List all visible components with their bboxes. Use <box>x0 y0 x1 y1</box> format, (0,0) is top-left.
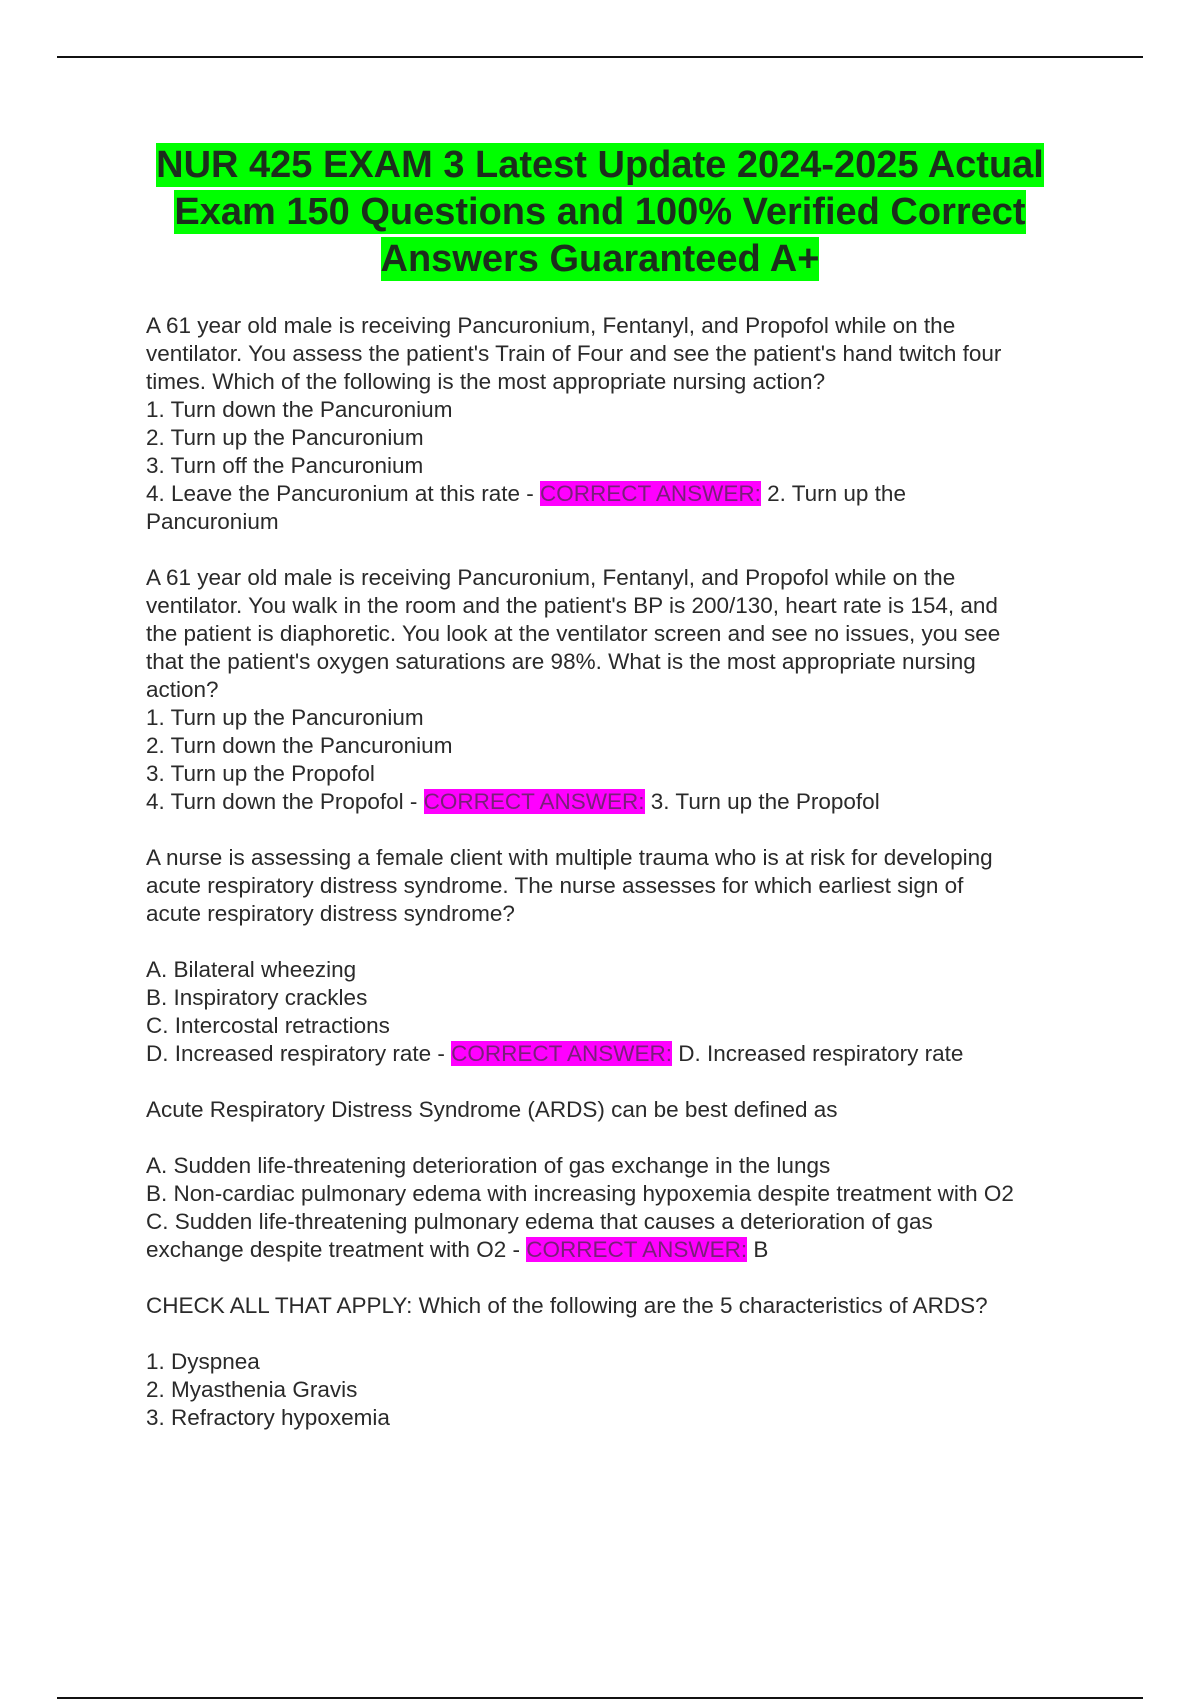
answer-line <box>146 1040 1096 1068</box>
answer-option: C. Intercostal retractions <box>146 1013 390 1038</box>
title-line-1: NUR 425 EXAM 3 Latest Update 2024-2025 Actual <box>156 144 1044 186</box>
correct-answer: D. Increased respiratory rate <box>678 1041 964 1066</box>
spacer <box>146 1124 1096 1152</box>
correct-answer-marker: CORRECT ANSWER: <box>539 481 761 506</box>
answer-option: 1. Turn down the Pancuronium <box>146 397 453 422</box>
answer-option: 2. Turn down the Pancuronium <box>146 733 453 758</box>
title-line-3: Answers Guaranteed A+ <box>380 238 820 280</box>
question-stem-line: the patient is diaphoretic. You look at the ventilator screen and see no issues, you see <box>146 621 1001 646</box>
answer-option: 2. Myasthenia Gravis <box>146 1377 358 1402</box>
question-list <box>146 312 1096 1460</box>
correct-answer: B <box>753 1237 769 1262</box>
correct-answer-marker: CORRECT ANSWER: <box>526 1237 748 1262</box>
question-4 <box>146 1096 1096 1264</box>
question-stem-line: CHECK ALL THAT APPLY: Which of the following are the 5 characteristics of ARDS? <box>146 1293 988 1318</box>
answer-line <box>146 480 1096 508</box>
question-stem-line: action? <box>146 677 219 702</box>
question-stem-line: times. Which of the following is the most appropriate nursing action? <box>146 369 826 394</box>
question-stem-line: that the patient's oxygen saturations are 98%. What is the most appropriate nursing <box>146 649 976 674</box>
document-title <box>100 142 1100 283</box>
question-stem-line: Acute Respiratory Distress Syndrome (ARDS) can be best defined as <box>146 1097 838 1122</box>
answer-option: exchange despite treatment with O2 - <box>146 1237 520 1262</box>
correct-answer: 2. Turn up the <box>767 481 906 506</box>
answer-option: D. Increased respiratory rate - <box>146 1041 445 1066</box>
spacer <box>146 1320 1096 1348</box>
answer-option: 3. Turn off the Pancuronium <box>146 453 424 478</box>
correct-answer-marker: CORRECT ANSWER: <box>451 1041 672 1066</box>
answer-option: 1. Dyspnea <box>146 1349 260 1374</box>
answer-option: 4. Turn down the Propofol - <box>146 789 418 814</box>
answer-option: 3. Turn up the Propofol <box>146 761 375 786</box>
answer-option: B. Inspiratory crackles <box>146 985 368 1010</box>
question-2 <box>146 564 1096 816</box>
correct-answer-continued: Pancuronium <box>146 509 279 534</box>
top-rule <box>57 56 1143 58</box>
question-stem-line: A 61 year old male is receiving Pancuronium, Fentanyl, and Propofol while on the <box>146 313 956 338</box>
question-stem-line: A 61 year old male is receiving Pancuronium, Fentanyl, and Propofol while on the <box>146 565 956 590</box>
question-3 <box>146 844 1096 1068</box>
answer-option: A. Bilateral wheezing <box>146 957 357 982</box>
question-stem-line: ventilator. You assess the patient's Train of Four and see the patient's hand twitch four <box>146 341 1002 366</box>
answer-option: 3. Refractory hypoxemia <box>146 1405 390 1430</box>
question-stem-line: ventilator. You walk in the room and the patient's BP is 200/130, heart rate is 154, and <box>146 593 998 618</box>
bottom-rule <box>57 1697 1143 1699</box>
answer-option: A. Sudden life-threatening deterioration of gas exchange in the lungs <box>146 1153 831 1178</box>
question-5 <box>146 1292 1096 1432</box>
answer-option: C. Sudden life-threatening pulmonary edema that causes a deterioration of gas <box>146 1209 933 1234</box>
answer-line <box>146 788 1096 816</box>
question-stem-line: acute respiratory distress syndrome? <box>146 901 515 926</box>
spacer <box>146 928 1096 956</box>
question-1 <box>146 312 1096 536</box>
question-stem-line: A nurse is assessing a female client with multiple trauma who is at risk for developing <box>146 845 993 870</box>
answer-option: 1. Turn up the Pancuronium <box>146 705 424 730</box>
answer-option: 2. Turn up the Pancuronium <box>146 425 424 450</box>
answer-option: 4. Leave the Pancuronium at this rate - <box>146 481 534 506</box>
title-line-2: Exam 150 Questions and 100% Verified Correct <box>174 191 1026 233</box>
correct-answer: 3. Turn up the Propofol <box>650 789 880 814</box>
correct-answer-marker: CORRECT ANSWER: <box>423 789 645 814</box>
answer-line <box>146 1236 1096 1264</box>
answer-option: B. Non-cardiac pulmonary edema with increasing hypoxemia despite treatment with O2 <box>146 1181 1014 1206</box>
question-stem-line: acute respiratory distress syndrome. The nurse assesses for which earliest sign of <box>146 873 964 898</box>
